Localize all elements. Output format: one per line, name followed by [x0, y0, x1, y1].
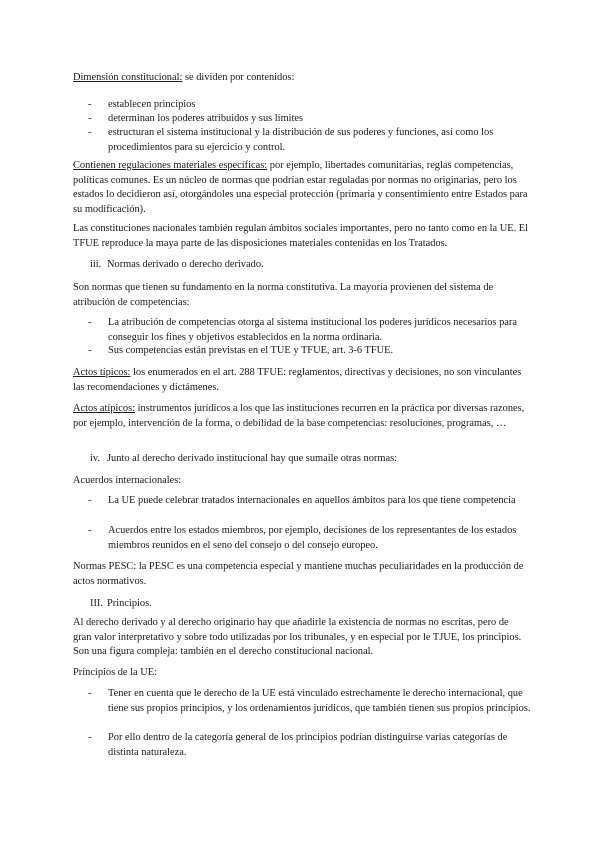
section-iii-heading: [90, 258, 264, 273]
list-item-text: Sus competencias están previstas en el TUE y TFUE, art. 3-6 TFUE.: [108, 345, 394, 356]
heading-actos-atipicos: Actos atípicos:: [73, 403, 136, 414]
heading-principios: Principios de la UE:: [73, 667, 157, 678]
section-title: Junto al derecho derivado institucional hay que sumaile otras normas:: [107, 453, 397, 464]
heading-contienen: Contienen regulaciones materiales específicas:: [73, 160, 268, 171]
heading-actos-tipicos: Actos típicos:: [73, 367, 131, 378]
list-item-text: establecen principios: [108, 99, 196, 110]
paragraph-son-normas: Son normas que tienen su fundamento en la norma constitutiva. La mayoría provienen del sistema de atribución de competencias:: [73, 282, 494, 308]
list-item-text: Tener en cuenta que le derecho de la UE está vinculado estrechamente le derecho internacional, que tiene sus propios principios, y los ordenamientos jurídicos, que también tienen sus propios principios.: [108, 688, 531, 714]
section-number: III.: [90, 598, 103, 609]
dash-bullet-icon: -: [88, 317, 92, 328]
paragraph-actos-tipicos: [73, 366, 529, 395]
list-item-text: La atribución de competencias otorga al sistema institucional los poderes jurídicos necesarios para conseguir los fines y objetivos establecidos en la norma ordinaria.: [108, 317, 517, 343]
section-iv-heading: [90, 452, 397, 467]
heading-dimension: Dimensión constitucional:: [73, 72, 183, 83]
text-dimension: se dividen por contenidos:: [182, 72, 295, 83]
paragraph-actos-atipicos: [73, 402, 529, 431]
list-item-text: La UE puede celebrar tratados internacionales en aquellos ámbitos para los que tiene competencia: [108, 495, 516, 506]
paragraph-contienen: [73, 159, 529, 217]
section-number: iv.: [90, 453, 101, 464]
dash-bullet-icon: -: [88, 688, 92, 699]
dash-bullet-icon: -: [88, 525, 92, 536]
section-number: iii.: [90, 259, 102, 270]
dash-bullet-icon: -: [88, 732, 92, 743]
list-item-text: Acuerdos entre los estados miembros, por ejemplo, decisiones de los representantes de los estados miembros reunidos en el seno del consejo o del consejo europeo.: [108, 525, 517, 551]
section-III-heading: [90, 597, 152, 612]
paragraph-al-derecho: Al derecho derivado y al derecho originario hay que añadirle la existencia de normas no escritas, pero de gran valor interpretativo y sobre todo utilizadas por los tribunales, y en especial por le TJUE, los principios. Son una figura compleja: también en el derecho constitucional nacional.: [73, 617, 522, 658]
dash-bullet-icon: -: [88, 113, 92, 124]
text-contienen: por ejemplo, libertades comunitarias, reglas competencias, políticas comunes. Es un núcleo de normas que podrían estar reguladas por normas no originarias, pero los estados lo decidieron así, otorgándoles una especial protección (primaria y consentimiento entre Estados para su modificación).: [73, 160, 528, 215]
dash-bullet-icon: -: [88, 495, 92, 506]
paragraph-dimension: [73, 71, 529, 86]
paragraph-constituciones: Las constituciones nacionales también regulan ámbitos sociales importantes, pero no tanto como en la UE. El TFUE reproduce la maya parte de las disposiciones materiales contenidas en los Tratados.: [73, 223, 529, 249]
section-title: Normas derivado o derecho derivado.: [107, 259, 264, 270]
dash-bullet-icon: -: [88, 127, 92, 138]
list-item-text: determinan los poderes atribuidos y sus límites: [108, 113, 304, 124]
dash-bullet-icon: -: [88, 345, 92, 356]
paragraph-normas-pesc: Normas PESC: la PESC es una competencia especial y mantiene muchas peculiaridades en la producción de actos normativos.: [73, 561, 524, 587]
list-item-text: estructuran el sistema institucional y la distribución de sus poderes y funciones, así como los procedimientos para su ejercicio y control.: [108, 127, 494, 153]
text-actos-tipicos: los enumerados en el art. 288 TFUE: reglamentos, directivas y decisiones, no son vinculantes las recomendaciones y dictámenes.: [73, 367, 522, 393]
text-actos-atipicos: instrumentos jurídicos a los que las instituciones recurren en la práctica por diversas razones, por ejemplo, intervención de la forma, o debilidad de la base competencias: resoluciones, programas, …: [73, 403, 525, 429]
heading-acuerdos: Acuerdos internacionales:: [73, 475, 182, 486]
dash-bullet-icon: -: [88, 99, 92, 110]
list-item-text: Por ello dentro de la categoría general de los principios podrían distinguirse varias categorías de distinta naturaleza.: [108, 732, 508, 758]
section-title: Principios.: [107, 598, 152, 609]
